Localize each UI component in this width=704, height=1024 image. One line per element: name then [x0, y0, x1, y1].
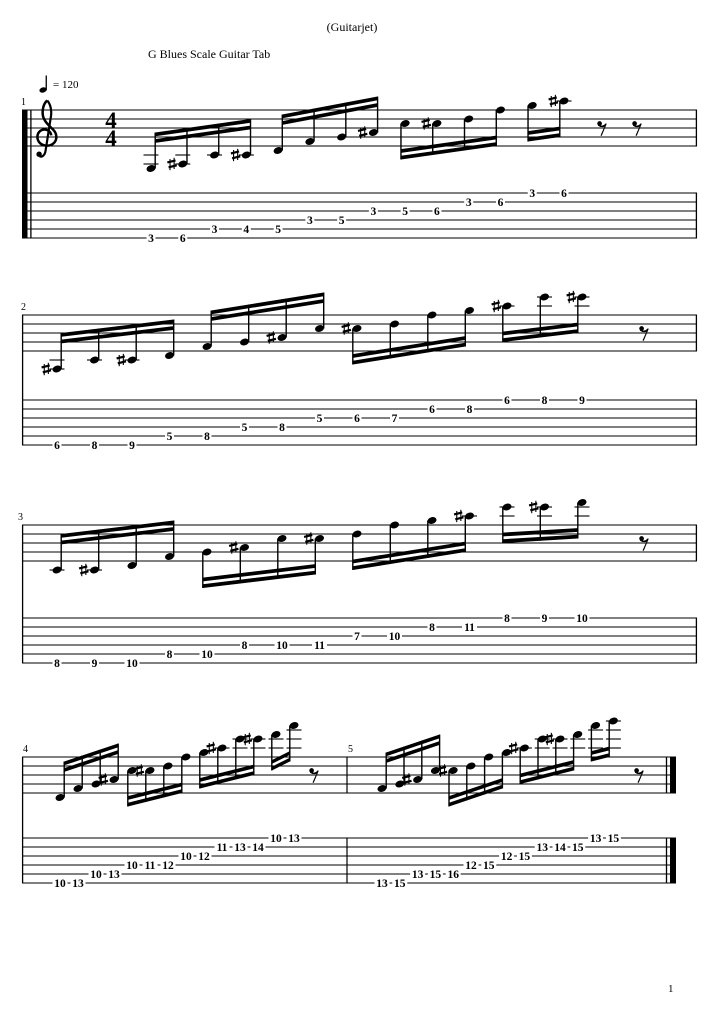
measure-number: 2 — [21, 302, 26, 313]
fret-number: 8 — [54, 657, 60, 670]
fret-number: 10 — [201, 648, 213, 661]
sharp-bar — [555, 95, 556, 106]
sharp-bar — [428, 117, 429, 128]
beam — [591, 753, 609, 761]
fret-number: 8 — [504, 612, 510, 625]
fret-number: 5 — [166, 430, 173, 443]
system-start-barline-heavy — [22, 110, 28, 239]
fret-number: 6 — [354, 412, 360, 425]
fret-number: 13 — [589, 832, 602, 845]
fret-number: 8 — [166, 648, 173, 661]
fret-number: 11 — [216, 841, 228, 854]
fret-number: 13 — [72, 877, 84, 890]
fret-number: 15 — [518, 850, 531, 863]
fret-number: 14 — [252, 841, 264, 854]
rest-dot — [634, 768, 639, 773]
fret-number: 7 — [391, 412, 398, 425]
eighth-rest-icon — [639, 536, 648, 551]
fret-number: 10 — [388, 630, 401, 643]
rest-dot — [632, 121, 637, 126]
treble-clef-icon — [36, 101, 56, 157]
fret-number: 5 — [402, 205, 409, 218]
fret-number: 15 — [429, 868, 442, 881]
fret-number: 11 — [464, 621, 475, 634]
fret-number: 9 — [579, 394, 585, 407]
fret-number: 8 — [241, 639, 248, 652]
fret-number: 6 — [54, 439, 60, 452]
fret-number: 10 — [576, 612, 588, 625]
eighth-rest-icon — [597, 121, 606, 136]
sharp-bar — [310, 532, 311, 543]
fret-number: 10 — [90, 868, 102, 881]
sharp-bar — [123, 354, 124, 365]
rest-flag — [598, 123, 607, 136]
sharp-bar — [273, 331, 274, 342]
fret-number: 12 — [465, 859, 477, 872]
fret-number: 11 — [314, 639, 325, 652]
fret-number: 12 — [500, 850, 513, 863]
sharp-bar — [498, 300, 499, 311]
fret-number: 10 — [126, 859, 138, 872]
piece-title: G Blues Scale Guitar Tab — [148, 47, 271, 61]
fret-number: 15 — [394, 877, 406, 890]
fret-number: 10 — [180, 850, 192, 863]
eighth-rest-icon — [639, 326, 648, 341]
fret-number: 10 — [270, 832, 282, 845]
rest-flag — [633, 123, 642, 136]
rest-dot — [309, 768, 314, 773]
rest-dot — [639, 536, 644, 541]
fret-number: 11 — [144, 859, 156, 872]
fret-number: 9 — [541, 612, 548, 625]
fret-number: 15 — [572, 841, 584, 854]
eighth-rest-icon — [309, 768, 318, 783]
sharp-bar — [85, 564, 86, 575]
fret-number: 9 — [129, 439, 135, 452]
beam — [528, 133, 560, 141]
sharp-bar — [141, 764, 142, 775]
sharp-bar — [235, 541, 236, 552]
credit-text: (Guitarjet) — [326, 20, 378, 34]
fret-number: 10 — [126, 657, 138, 670]
sharp-bar — [105, 773, 106, 784]
fret-number: 8 — [279, 421, 285, 434]
fret-number: 9 — [91, 657, 98, 670]
rest-flag — [310, 770, 319, 783]
sharp-bar — [48, 363, 49, 374]
fret-number: 16 — [447, 868, 459, 881]
fret-number: 5 — [338, 214, 345, 227]
sharp-bar — [348, 322, 349, 333]
fret-number: 13 — [536, 841, 548, 854]
sharp-bar — [444, 764, 445, 775]
sharp-bar — [515, 742, 516, 753]
fret-number: 5 — [275, 223, 281, 236]
fret-number: 6 — [179, 232, 186, 245]
fret-number: 8 — [204, 430, 210, 443]
measure-number: 5 — [348, 744, 353, 755]
rest-dot — [597, 121, 602, 126]
measure-number: 4 — [23, 744, 28, 755]
fret-number: 5 — [316, 412, 323, 425]
fret-number: 6 — [429, 403, 435, 416]
final-barline-thick — [670, 757, 676, 794]
fret-number: 6 — [434, 205, 440, 218]
fret-number: 8 — [91, 439, 98, 452]
sharp-bar — [573, 291, 574, 302]
fret-number: 8 — [541, 394, 548, 407]
rest-dot — [639, 326, 644, 331]
fret-number: 6 — [497, 196, 504, 209]
fret-number: 8 — [466, 403, 473, 416]
fret-number: 13 — [411, 868, 424, 881]
fret-number: 15 — [607, 832, 620, 845]
fret-number: 3 — [465, 196, 472, 209]
tempo-label: = 120 — [53, 79, 79, 91]
page-number: 1 — [668, 983, 674, 995]
fret-number: 3 — [148, 232, 154, 245]
rest-flag — [640, 538, 649, 551]
fret-number: 3 — [211, 223, 218, 236]
rest-flag — [640, 328, 649, 341]
sharp-bar — [249, 733, 250, 744]
fret-number: 13 — [108, 868, 120, 881]
rest-flag — [635, 770, 644, 783]
fret-number: 8 — [429, 621, 435, 634]
sharp-bar — [460, 510, 461, 521]
fret-number: 13 — [234, 841, 246, 854]
fret-number: 14 — [554, 841, 566, 854]
measure-number: 3 — [18, 512, 23, 523]
sharp-bar — [551, 733, 552, 744]
measure-number: 1 — [21, 97, 26, 108]
sharp-bar — [237, 149, 238, 160]
fret-number: 5 — [241, 421, 248, 434]
fret-number: 13 — [288, 832, 300, 845]
sharp-bar — [364, 126, 365, 137]
fret-number: 7 — [354, 630, 360, 643]
fret-number: 10 — [276, 639, 288, 652]
fret-number: 15 — [483, 859, 495, 872]
treble-clef-dot — [36, 152, 41, 157]
sharp-bar — [535, 501, 536, 512]
sharp-bar — [213, 742, 214, 753]
sharp-bar — [174, 158, 175, 169]
fret-number: 12 — [198, 850, 210, 863]
time-signature-numerator: 4 — [105, 107, 117, 133]
time-signature-denominator: 4 — [105, 125, 117, 151]
fret-number: 3 — [306, 214, 313, 227]
fret-number: 13 — [376, 877, 388, 890]
eighth-rest-icon — [632, 121, 641, 136]
fret-number: 3 — [529, 187, 536, 200]
fret-number: 6 — [561, 187, 567, 200]
fret-number: 3 — [370, 205, 377, 218]
final-barline-thick — [670, 838, 676, 884]
fret-number: 12 — [162, 859, 174, 872]
eighth-rest-icon — [634, 768, 643, 783]
fret-number: 4 — [243, 223, 250, 236]
fret-number: 6 — [504, 394, 510, 407]
fret-number: 10 — [54, 877, 66, 890]
sharp-bar — [408, 773, 409, 784]
